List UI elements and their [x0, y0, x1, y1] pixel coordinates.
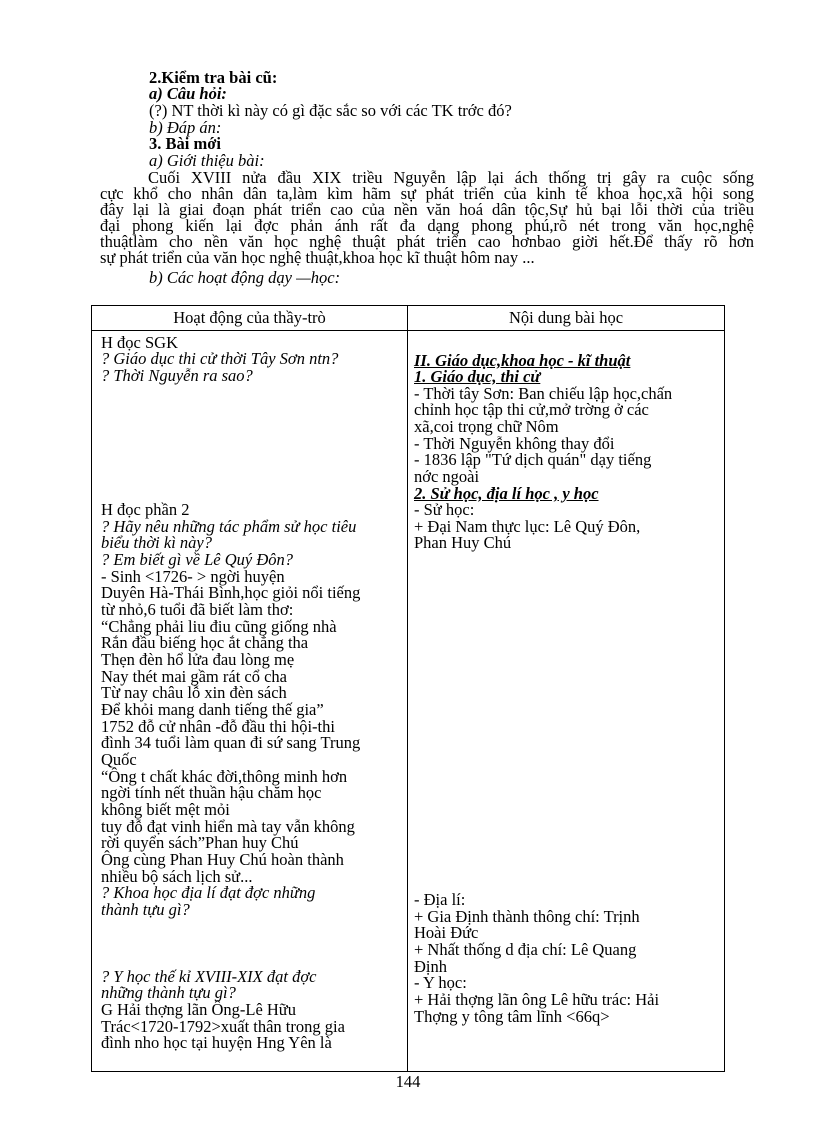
content-line: nớc ngoài [414, 467, 480, 486]
lesson-table [91, 305, 725, 1072]
text-line: Trác<1720-1792>xuất thân trong gia [101, 1017, 345, 1036]
content-line: Thợng y tông tâm lĩnh <66q> [414, 1007, 610, 1026]
subheading-answer: b) Đáp án: [149, 118, 222, 137]
question-line: những thành tựu gì? [101, 983, 236, 1002]
question-text: (?) NT thời kì này có gì đặc sắc so với các TK trớc đó? [149, 101, 512, 120]
content-line: xã,coi trọng chữ Nôm [414, 417, 559, 436]
text-line: rời quyển sách”Phan huy Chú [101, 833, 299, 852]
content-line: + Hải thợng lãn ông Lê hữu trác: Hải [414, 990, 660, 1009]
content-line: Hoài Đức [414, 923, 479, 942]
text-line: nhiều bộ sách lịch sử... [101, 867, 253, 886]
text-line: 1752 đỗ cử nhân -đỗ đầu thi hội-thi [101, 717, 335, 736]
text-line: từ nhỏ,6 tuổi đã biết làm thơ: [101, 600, 294, 619]
text-line: Ông cùng Phan Huy Chú hoàn thành [101, 850, 344, 869]
content-subheading: 1. Giáo dục, thi cử [414, 367, 541, 386]
content-line: Định [414, 957, 447, 976]
section-heading-new-lesson: 3. Bài mới [149, 134, 221, 153]
poem-line: Nay thét mai gầm rát cổ cha [101, 667, 288, 686]
paragraph-line: sự phát triển của văn học nghệ thuật,khoa học kĩ thuật hôm nay ... [100, 248, 535, 267]
activities-cell [92, 331, 408, 1072]
paragraph-line: đây lại là giai đoạn phát triển cao của nền văn hoá dân tộc,Sự hủ bại lỗi thời của triều [100, 200, 754, 219]
subheading-question: a) Câu hỏi: [149, 84, 227, 103]
introduction-paragraph [100, 170, 754, 266]
section-heading-review: 2.Kiểm tra bài cũ: [149, 68, 278, 87]
content-line: Phan Huy Chú [414, 533, 512, 552]
question-line: ? Hãy nêu những tác phẩm sử học tiêu [101, 517, 357, 536]
content-line: + Đại Nam thực lục: Lê Quý Đôn, [414, 517, 641, 536]
text-line: G Hải thợng lãn Ông-Lê Hữu [101, 1000, 297, 1019]
paragraph-line: Cuối XVIII nửa đầu XIX triều Nguyễn lập lại ách thống trị gây ra cuộc sống [148, 168, 754, 187]
column-header-content: Nội dung bài học [408, 306, 725, 331]
text-line: đình 34 tuổi làm quan đi sứ sang Trung [101, 733, 361, 752]
paragraph-line: cực khổ cho nhân dân ta,làm kìm hãm sự phát triển của kinh tế khoa học,xã hội song [100, 184, 754, 203]
content-line: - Địa lí: [414, 890, 466, 909]
paragraph-line: đại phong kiến lại đợc phản ánh rất đa dạng phong phú,rõ nét trong văn học,nghệ [100, 216, 754, 235]
content-cell [408, 331, 725, 1072]
text-line: không biết mệt mỏi [101, 800, 230, 819]
text-line: tuy đỗ đạt vinh hiển mà tay vẫn không [101, 817, 355, 836]
content-subheading: 2. Sử học, địa lí học , y học [414, 484, 599, 503]
column-header-activities: Hoạt động của thầy-trò [92, 306, 408, 331]
activities-column [92, 331, 407, 1071]
text-line: H đọc phần 2 [101, 500, 190, 519]
text-line: - Sinh <1726- > ngời huyện [101, 567, 285, 586]
content-line: - Sử học: [414, 500, 475, 519]
text-line: H đọc SGK [101, 333, 178, 352]
content-line: - Thời Nguyễn không thay đổi [414, 434, 615, 453]
question-line: biểu thời kì này? [101, 533, 212, 552]
text-line: Duyên Hà-Thái Bình,học giỏi nổi tiếng [101, 583, 361, 602]
content-heading: II. Giáo dục,khoa học - kĩ thuật [414, 351, 631, 370]
content-line: - 1836 lập "Tứ dịch quán" dạy tiếng [414, 450, 652, 469]
paragraph-line: thuậtlàm cho nền văn học nghệ thuật phát triển cao hơnbao giời hết.Để thấy rõ hơn [100, 232, 754, 251]
page-number: 144 [395, 1072, 421, 1091]
text-line: đình nho học tại huyện Hng Yên là [101, 1033, 332, 1052]
poem-line: Rắn đầu biếng học ắt chẳng tha [101, 633, 309, 652]
question-line: ? Giáo dục thi cử thời Tây Sơn ntn? [101, 349, 339, 368]
question-line: ? Thời Nguyễn ra sao? [101, 366, 253, 385]
poem-line: Để khỏi mang danh tiếng thế gia” [101, 700, 324, 719]
poem-line: Thẹn đèn hổ lửa đau lòng mẹ [101, 650, 295, 669]
content-line: + Gia Định thành thông chí: Trịnh [414, 907, 640, 926]
question-line: thành tựu gì? [101, 900, 190, 919]
content-column [408, 331, 724, 1071]
subheading-introduction: a) Giới thiệu bài: [149, 151, 265, 170]
text-line: ngời tính nết thuần hậu chăm học [101, 783, 322, 802]
question-line: ? Y học thế kỉ XVIII-XIX đạt đợc [101, 967, 317, 986]
content-line: - Thời tây Sơn: Ban chiếu lập học,chấn [414, 384, 673, 403]
content-line: chỉnh học tập thi cử,mở trờng ở các [414, 400, 649, 419]
poem-line: “Chẳng phải liu điu cũng giống nhà [101, 617, 337, 636]
subheading-activities: b) Các hoạt động dạy —học: [149, 268, 341, 287]
question-line: ? Em biết gì về Lê Quý Đôn? [101, 550, 293, 569]
content-line: + Nhất thống d địa chí: Lê Quang [414, 940, 637, 959]
question-line: ? Khoa học địa lí đạt đợc những [101, 883, 316, 902]
text-line: “Ông t chất khác đời,thông minh hơn [101, 767, 348, 786]
poem-line: Từ nay châu lỗ xin đèn sách [101, 683, 287, 702]
content-line: - Y học: [414, 973, 467, 992]
text-line: Quốc [101, 750, 137, 769]
